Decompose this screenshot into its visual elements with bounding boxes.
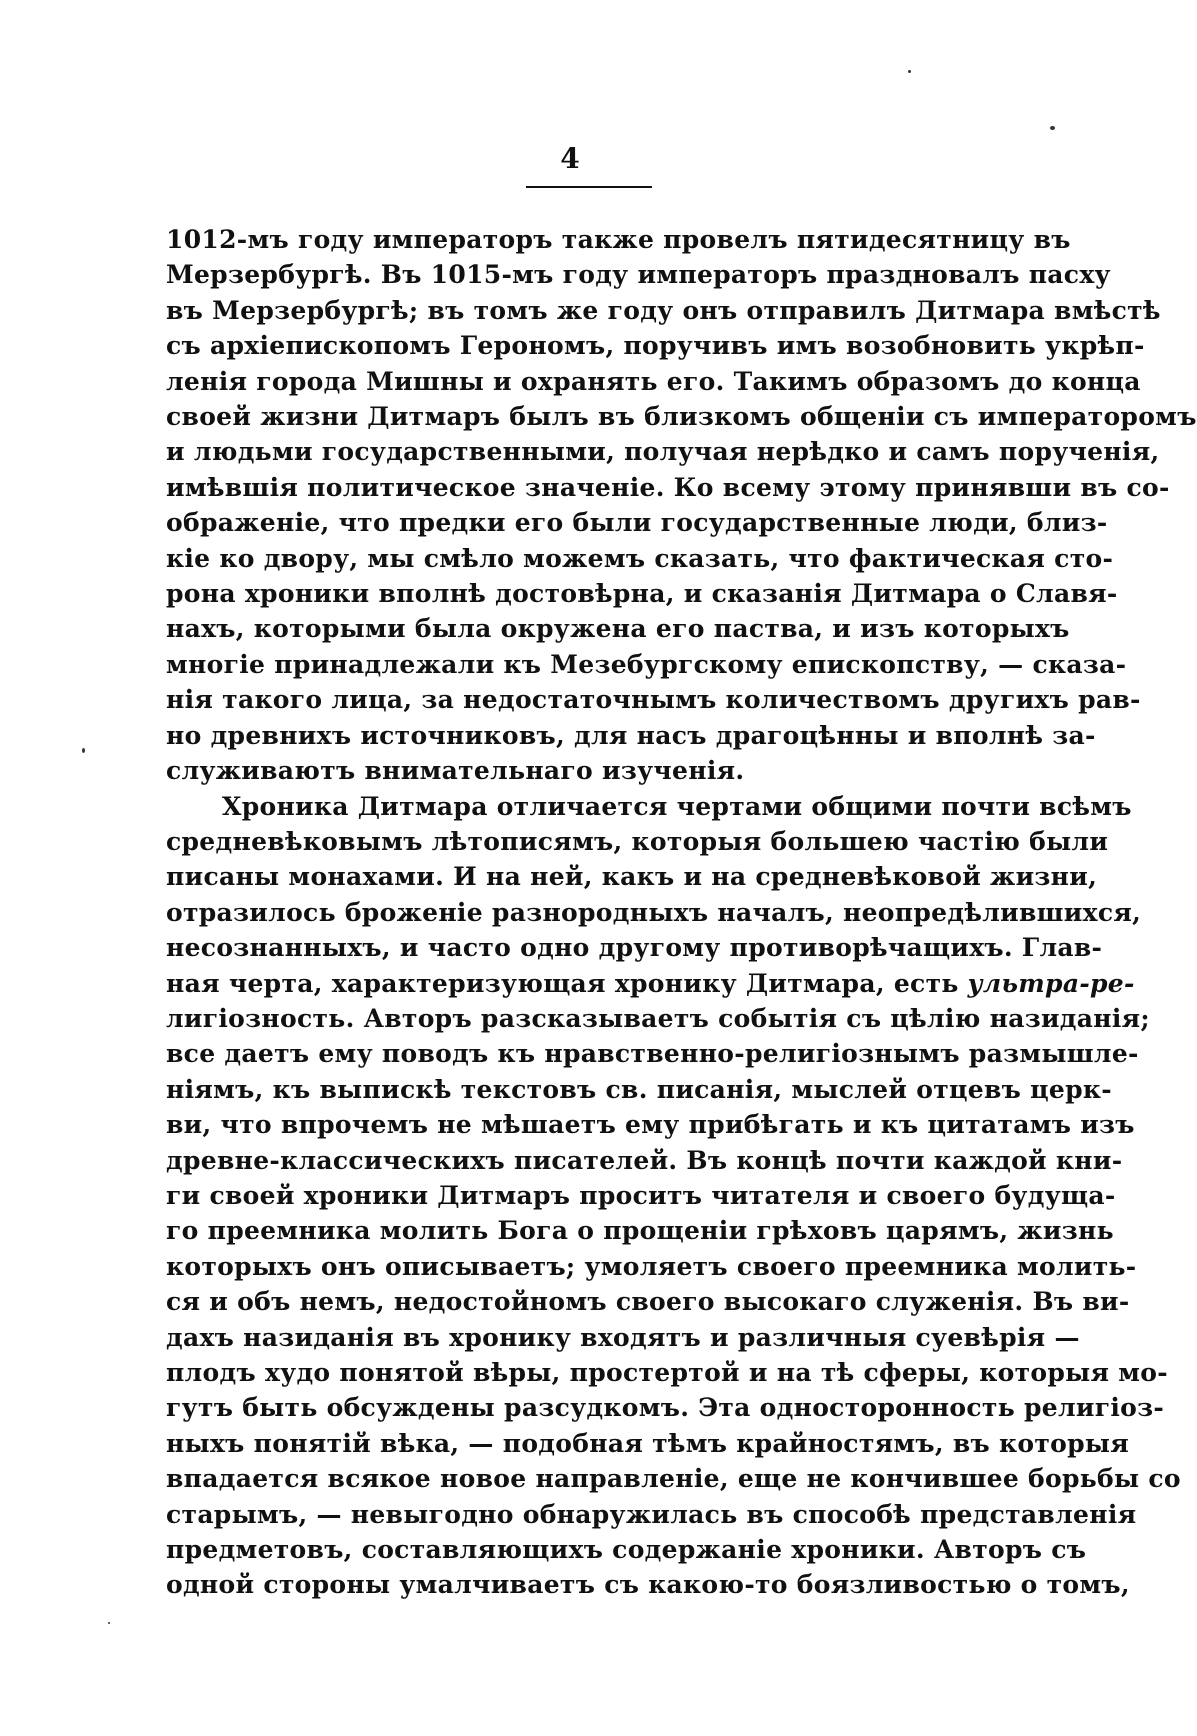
- scan-speck: [1050, 126, 1055, 130]
- text-line: го преемника молить Бога о прощеніи грѣховъ царямъ, жизнь: [166, 1216, 1114, 1246]
- text-line: старымъ, — невыгодно обнаружилась въ способѣ представленія: [166, 1499, 1137, 1529]
- text-line: ви, что впрочемъ не мѣшаетъ ему прибѣгать и къ цитатамъ изъ: [166, 1110, 1135, 1140]
- text-line: древне-классическихъ писателей. Въ концѣ почти каждой кни-: [166, 1145, 1123, 1175]
- scan-speck: [82, 748, 85, 753]
- text-line: одной стороны умалчиваетъ съ какою-то боязливостью о томъ,: [166, 1570, 1130, 1600]
- text-line: средневѣковымъ лѣтописямъ, которыя большею частію были: [166, 826, 1109, 856]
- text-line: нахъ, которыми была окружена его паства, и изъ которыхъ: [166, 614, 1070, 644]
- text-line: и людьми государственными, получая нерѣдко и самъ порученія,: [166, 437, 1160, 467]
- text-line: предметовъ, составляющихъ содержаніе хроники. Авторъ съ: [166, 1535, 1087, 1565]
- text-line: ся и объ немъ, недостойномъ своего высокаго служенія. Въ ви-: [166, 1287, 1130, 1317]
- text-line: все даетъ ему поводъ къ нравственно-религіознымъ размышле-: [166, 1039, 1139, 1069]
- text-line: отразилось броженіе разнородныхъ началъ, неопредѣлившихся,: [166, 897, 1142, 927]
- text-line: ленія города Мишны и охранять его. Такимъ образомъ до конца: [166, 366, 1141, 396]
- text-line: кіе ко двору, мы смѣло можемъ сказать, что фактическая сто-: [166, 543, 1114, 573]
- text-line: 1012-мъ году императоръ также провелъ пятидесятницу въ: [166, 225, 1071, 254]
- text-line: своей жизни Дитмаръ былъ въ близкомъ общеніи съ императоромъ: [166, 402, 1197, 432]
- text-line-with-italic: [166, 966, 1135, 1001]
- text-line: Мерзербургѣ. Въ 1015-мъ году императоръ праздновалъ пасху: [166, 260, 1111, 290]
- text-line: служиваютъ внимательнаго изученія.: [166, 756, 745, 786]
- text-line: впадается всякое новое направленіе, еще не кончившее борьбы со: [166, 1464, 1181, 1494]
- text-line: съ архіепископомъ Герономъ, поручивъ имъ возобновить укрѣп-: [166, 331, 1145, 361]
- text-line: нія такого лица, за недостаточнымъ количествомъ другихъ рав-: [166, 685, 1141, 715]
- page-number-rule: [526, 186, 652, 188]
- text-line: писаны монахами. И на ней, какъ и на средневѣковой жизни,: [166, 862, 1098, 892]
- text-line: но древнихъ источниковъ, для насъ драгоцѣнны и вполнѣ за-: [166, 720, 1096, 750]
- text-line: имѣвшія политическое значеніе. Ко всему этому принявши въ со-: [166, 472, 1170, 502]
- text-fragment: ная черта, характеризующая хронику Дитмара, есть: [166, 968, 959, 998]
- text-line: дахъ назиданія въ хронику входятъ и различныя суевѣрія —: [166, 1322, 1080, 1352]
- scan-speck: [108, 1622, 110, 1624]
- text-line: которыхъ онъ описываетъ; умоляетъ своего преемника молить-: [166, 1251, 1137, 1281]
- text-line: плодъ худо понятой вѣры, простертой и на тѣ сферы, которыя мо-: [166, 1358, 1168, 1387]
- text-line: ображеніе, что предки его были государственные люди, близ-: [166, 508, 1108, 538]
- body-text: [166, 222, 1197, 1603]
- text-line: несознанныхъ, и часто одно другому противорѣчащихъ. Глав-: [166, 933, 1103, 963]
- text-line: ніямъ, къ выпискѣ текстовъ св. писанія, мыслей отцевъ церк-: [166, 1074, 1112, 1104]
- page-number: 4: [560, 142, 580, 175]
- text-line: рона хроники вполнѣ достовѣрна, и сказанія Дитмара о Славя-: [166, 579, 1118, 609]
- text-line: ги своей хроники Дитмаръ проситъ читателя и своего будуща-: [166, 1180, 1116, 1210]
- text-line: Хроника Дитмара отличается чертами общими почти всѣмъ: [222, 791, 1132, 821]
- text-line: лигіозность. Авторъ разсказываетъ событія съ цѣлію назиданія;: [166, 1003, 1150, 1033]
- text-line: гутъ быть обсуждены разсудкомъ. Эта односторонность религіоз-: [166, 1393, 1165, 1423]
- italic-term: ультра-ре-: [967, 968, 1135, 998]
- text-line: ныхъ понятій вѣка, — подобная тѣмъ крайностямъ, въ которыя: [166, 1428, 1130, 1458]
- text-line: многіе принадлежали къ Мезебургскому епископству, — сказа-: [166, 649, 1127, 679]
- scan-speck: [908, 70, 911, 73]
- text-line: въ Мерзербургѣ; въ томъ же году онъ отправилъ Дитмара вмѣстѣ: [166, 295, 1161, 325]
